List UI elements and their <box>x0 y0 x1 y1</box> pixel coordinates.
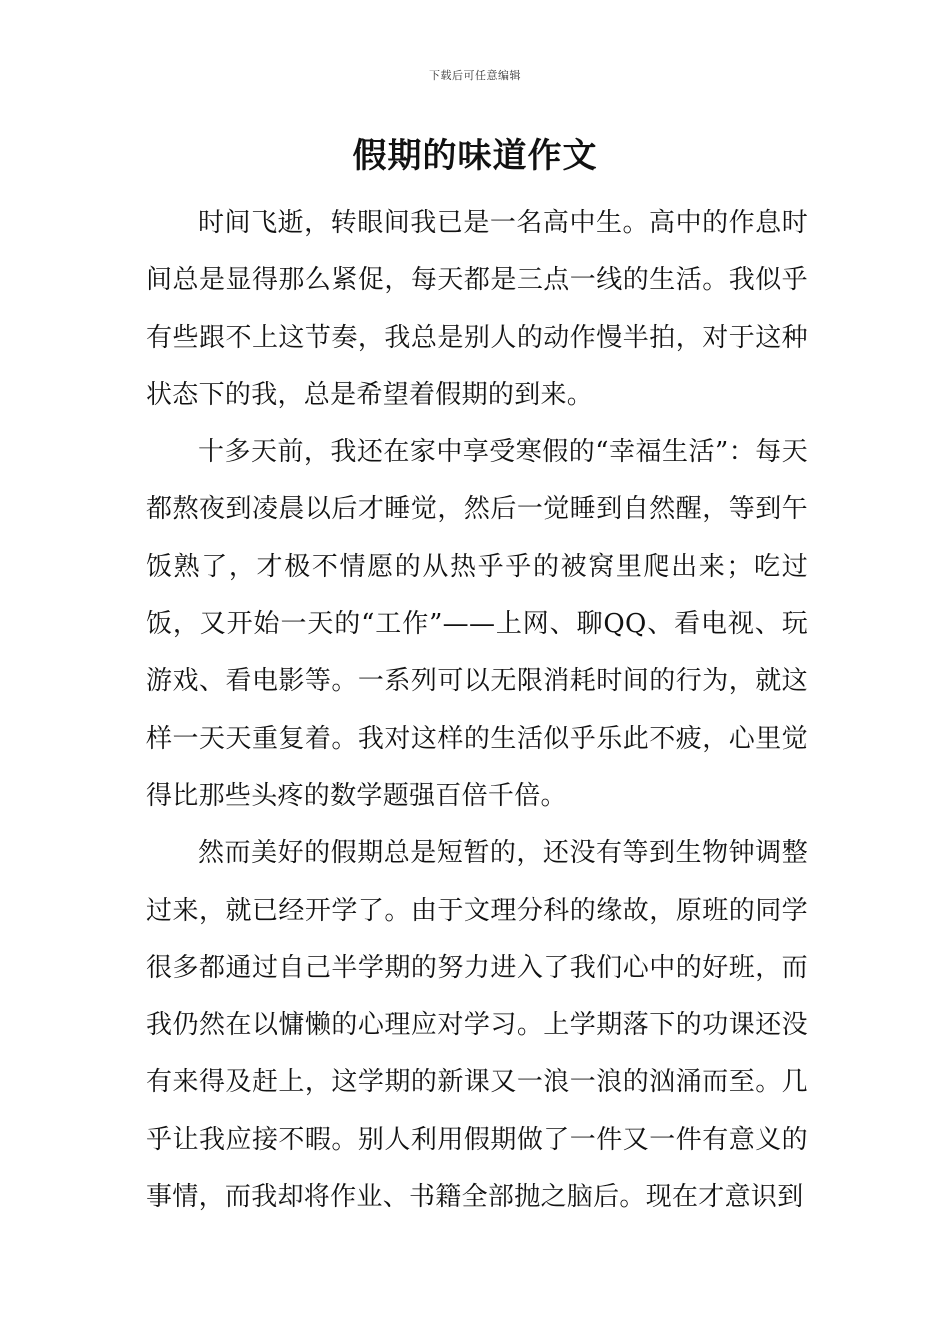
document-title: 假期的味道作文 <box>352 136 598 176</box>
paragraph-2: 十多天前，我还在家中享受寒假的“幸福生活”：每天都熬夜到凌晨以后才睡觉，然后一觉睡到自然醒，等到午饭熟了，才极不情愿的从热乎乎的被窝里爬出来；吃过饭，又开始一天的“工作”——上网、聊QQ、看电视、玩游戏、看电影等。一系列可以无限消耗时间的行为，就这样一天天重复着。我对这样的生活似乎乐此不疲，心里觉得比那些头疼的数学题强百倍千倍。 <box>146 437 808 811</box>
header-note: 下载后可任意编辑 <box>429 69 521 82</box>
paragraph-1: 时间飞逝，转眼间我已是一名高中生。高中的作息时间总是显得那么紧促，每天都是三点一线的生活。我似乎有些跟不上这节奏，我总是别人的动作慢半拍，对于这种状态下的我，总是希望着假期的到来。 <box>146 208 808 410</box>
document-body <box>146 195 808 1226</box>
paragraph-3: 然而美好的假期总是短暂的，还没有等到生物钟调整过来，就已经开学了。由于文理分科的缘故，原班的同学很多都通过自己半学期的努力进入了我们心中的好班，而我仍然在以慵懒的心理应对学习。上学期落下的功课还没有来得及赶上，这学期的新课又一浪一浪的汹涌而至。几乎让我应接不暇。别人利用假期做了一件又一件有意义的事情，而我却将作业、书籍全部抛之脑后。现在才意识到 <box>146 838 808 1213</box>
